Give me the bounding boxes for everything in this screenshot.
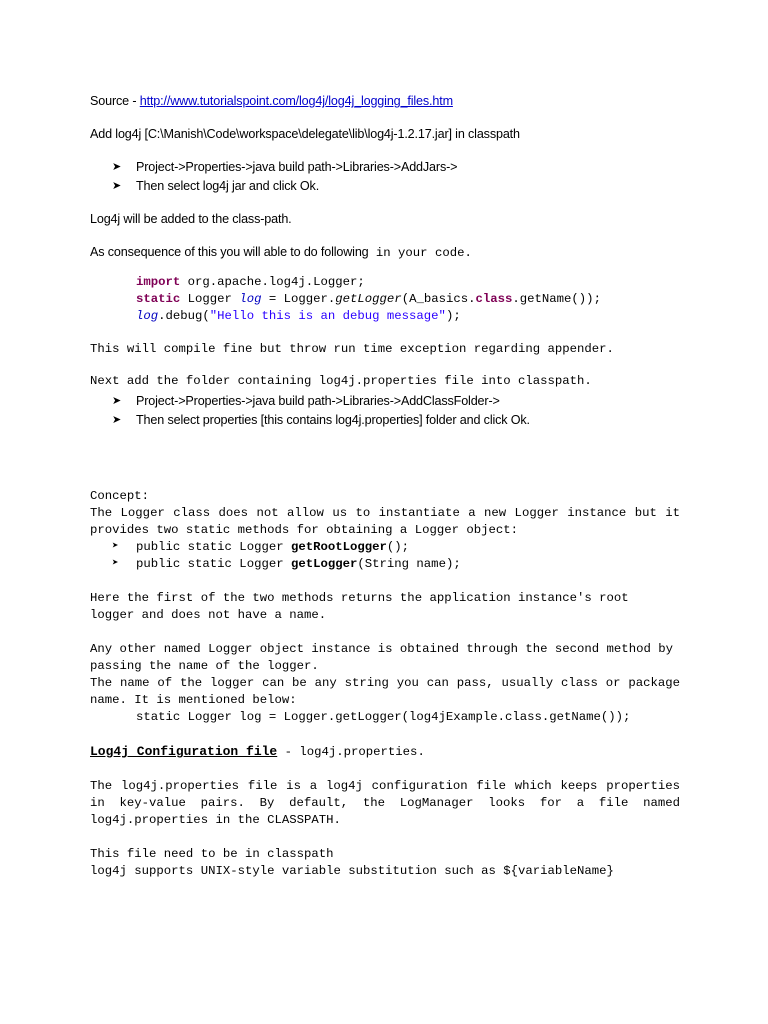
config-heading [90,743,680,761]
concept-desc: The Logger class does not allow us to instantiate a new Logger instance but it provides two static methods for obtaining a Logger object: [90,506,680,537]
code-method: getLogger [335,292,402,306]
source-line [90,92,680,110]
list-item [112,177,680,196]
list-item [112,556,680,573]
arrow-bullet-icon: ➤ [112,161,122,173]
code-string: "Hello this is an debug message" [209,309,446,323]
step-list-jars [90,158,680,196]
method-text: public static Logger [136,540,291,554]
properties-text: The log4j.properties file is a log4j configuration file which keeps properties in key-value pairs. By default, the LogManager looks for a file named log4j.properties in the CLASSPATH. [90,779,680,827]
source-link[interactable]: http://www.tutorialspoint.com/log4j/log4j_logging_files.htm [139,94,453,108]
consequence-mono: in your code. [368,246,472,260]
list-item-text: Then select properties [this contains log4j.properties] folder and click Ok. [136,413,530,427]
method-name: getRootLogger [290,540,387,554]
method-name: getLogger [290,557,358,571]
compile-text: This will compile fine but throw run time exception regarding appender. [90,342,614,356]
method-list [90,539,680,573]
list-item [112,158,680,177]
code-text: (A_basics. [401,292,476,306]
arrow-bullet-icon: ➤ [112,180,122,192]
code-text: = Logger. [261,292,336,306]
any-other-text: Any other named Logger object instance is obtained through the second method by passing the name of the logger. [90,642,673,673]
method-text: (String name); [357,557,461,571]
method-text: public static Logger [136,557,291,571]
concept-section [90,488,680,573]
list-item [112,411,680,430]
code-text: .debug( [158,309,210,323]
code-keyword: import [136,275,181,289]
code-text: org.apache.log4j.Logger; [180,275,365,289]
consequence-line [90,243,680,262]
arrow-bullet-icon: ➤ [112,558,119,570]
classpath-section [90,846,680,880]
code-variable: log [136,309,159,323]
list-item [112,539,680,556]
classpath-line: This file need to be in classpath [90,847,334,861]
arrow-bullet-icon: ➤ [112,414,122,426]
source-label: Source - [90,94,140,108]
spacer [90,430,680,488]
here-text: Here the first of the two methods returns the application instance's root logger and does not have a name. [90,591,629,622]
code-text: ); [445,309,461,323]
logger-name-section [90,641,680,726]
list-item-text: Project->Properties->java build path->Libraries->AddJars-> [136,160,458,174]
code-text: .getName()); [512,292,601,306]
example-line: static Logger log = Logger.getLogger(log4jExample.class.getName()); [136,710,631,724]
code-line [136,308,680,325]
code-variable: log [239,292,262,306]
classpath-line: log4j supports UNIX-style variable substitution such as ${variableName} [90,864,614,878]
code-keyword: static [136,292,181,306]
code-line [136,274,680,291]
added-text: Log4j will be added to the class-path. [90,212,292,226]
step-list-folder [90,392,680,430]
list-item-text: Then select log4j jar and click Ok. [136,179,320,193]
concept-title: Concept: [90,489,150,503]
consequence-sans: As consequence of this you will able to do following [90,245,369,259]
arrow-bullet-icon: ➤ [112,541,119,553]
code-text: Logger [180,292,240,306]
config-heading-title: Log4j Configuration file [90,744,278,759]
method-text: (); [386,540,410,554]
code-block [90,274,680,325]
list-item-text: Project->Properties->java build path->Libraries->AddClassFolder-> [136,394,500,408]
name-text: The name of the logger can be any string you can pass, usually class or package name. It is mentioned below: [90,676,680,707]
code-line [136,291,680,308]
list-item [112,392,680,411]
next-text: Next add the folder containing log4j.properties file into classpath. [90,374,592,388]
config-heading-rest: - log4j.properties. [277,745,425,759]
add-log4j-text: Add log4j [C:\Manish\Code\workspace\delegate\lib\log4j-1.2.17.jar] in classpath [90,127,520,141]
code-keyword: class [475,292,513,306]
arrow-bullet-icon: ➤ [112,395,122,407]
